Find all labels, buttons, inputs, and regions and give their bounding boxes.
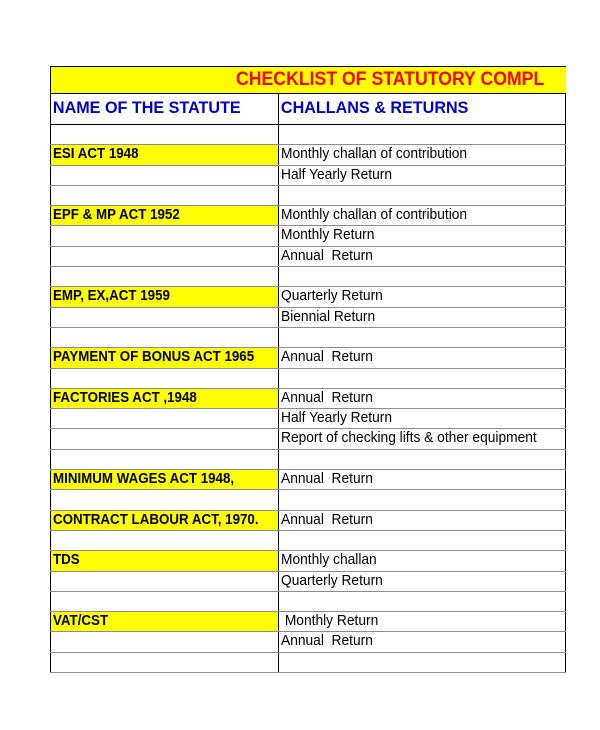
- statute-name: FACTORIES ACT ,1948: [53, 389, 197, 406]
- return-text: Annual Return: [281, 471, 373, 488]
- return-cell[interactable]: [279, 328, 566, 347]
- statute-cell[interactable]: [50, 145, 279, 164]
- return-cell[interactable]: [279, 226, 566, 245]
- return-text: Monthly Return: [281, 613, 379, 630]
- return-cell[interactable]: [279, 389, 566, 408]
- statute-cell[interactable]: [50, 308, 279, 327]
- table-row: [50, 125, 566, 145]
- statute-cell[interactable]: [50, 632, 279, 651]
- statute-cell[interactable]: [50, 653, 279, 672]
- header-statute-label: NAME OF THE STATUTE: [52, 98, 241, 117]
- return-cell[interactable]: [279, 490, 566, 509]
- return-text: Report of checking lifts & other equipment: [281, 430, 537, 447]
- return-cell[interactable]: [279, 551, 566, 570]
- return-cell[interactable]: [279, 409, 566, 428]
- statute-cell[interactable]: [50, 511, 279, 530]
- table-row: [50, 429, 566, 449]
- statute-name: EMP, EX,ACT 1959: [53, 288, 170, 305]
- return-cell[interactable]: [279, 653, 566, 672]
- table-body: [50, 125, 566, 673]
- return-text: Annual Return: [281, 511, 373, 528]
- return-cell[interactable]: [279, 429, 566, 448]
- return-text: Monthly Return: [281, 227, 375, 244]
- return-text: Biennial Return: [281, 308, 376, 325]
- statute-name: EPF & MP ACT 1952: [53, 207, 180, 224]
- sheet-title: CHECKLIST OF STATUTORY COMPL: [236, 69, 545, 90]
- return-cell[interactable]: [279, 267, 566, 286]
- statute-cell[interactable]: [50, 267, 279, 286]
- statute-cell[interactable]: [50, 125, 279, 144]
- table-row: [50, 226, 566, 246]
- table-row: [50, 308, 566, 328]
- return-cell[interactable]: [279, 206, 566, 225]
- return-text: Quarterly Return: [281, 572, 383, 589]
- return-text: Quarterly Return: [281, 288, 383, 305]
- table-row: [50, 551, 566, 571]
- statute-cell[interactable]: [50, 166, 279, 185]
- statute-name: ESI ACT 1948: [53, 146, 139, 163]
- return-text: Monthly challan of contribution: [281, 146, 468, 163]
- statute-cell[interactable]: [50, 287, 279, 306]
- table-row: [50, 409, 566, 429]
- statute-name: TDS: [53, 552, 80, 569]
- statute-cell[interactable]: [50, 531, 279, 550]
- table-row: [50, 166, 566, 186]
- statute-cell[interactable]: [50, 409, 279, 428]
- statute-cell[interactable]: [50, 369, 279, 388]
- return-cell[interactable]: [279, 308, 566, 327]
- table-row: [50, 612, 566, 632]
- statute-name: PAYMENT OF BONUS ACT 1965: [53, 349, 255, 366]
- table-row: [50, 267, 566, 287]
- statute-cell[interactable]: [50, 490, 279, 509]
- return-cell[interactable]: [279, 531, 566, 550]
- return-cell[interactable]: [279, 511, 566, 530]
- return-text: Annual Return: [281, 633, 373, 650]
- return-cell[interactable]: [279, 125, 566, 144]
- return-cell[interactable]: [279, 450, 566, 469]
- statute-name: CONTRACT LABOUR ACT, 1970.: [53, 511, 259, 528]
- return-cell[interactable]: [279, 592, 566, 611]
- statute-name: VAT/CST: [53, 613, 109, 630]
- statute-cell[interactable]: [50, 348, 279, 367]
- return-text: Annual Return: [281, 247, 373, 264]
- statute-cell[interactable]: [50, 206, 279, 225]
- header-cell-statute[interactable]: [50, 94, 279, 124]
- table-row: [50, 145, 566, 165]
- title-row: [50, 66, 566, 94]
- return-cell[interactable]: [279, 470, 566, 489]
- return-cell[interactable]: [279, 632, 566, 651]
- statute-cell[interactable]: [50, 470, 279, 489]
- table-row: [50, 348, 566, 368]
- statute-cell[interactable]: [50, 612, 279, 631]
- return-cell[interactable]: [279, 166, 566, 185]
- table-row: [50, 653, 566, 673]
- table-row: [50, 490, 566, 510]
- table-row: [50, 531, 566, 551]
- header-row: [50, 94, 566, 125]
- table-row: [50, 572, 566, 592]
- header-returns-label: CHALLANS & RETURNS: [280, 98, 469, 117]
- table-row: [50, 369, 566, 389]
- statute-cell[interactable]: [50, 186, 279, 205]
- table-row: [50, 186, 566, 206]
- statute-cell[interactable]: [50, 592, 279, 611]
- table-row: [50, 287, 566, 307]
- return-cell[interactable]: [279, 612, 566, 631]
- return-cell[interactable]: [279, 572, 566, 591]
- table-row: [50, 632, 566, 652]
- return-cell[interactable]: [279, 348, 566, 367]
- checklist-sheet: [50, 66, 566, 673]
- return-text: Monthly challan: [281, 552, 377, 569]
- table-row: [50, 206, 566, 226]
- statute-name: MINIMUM WAGES ACT 1948,: [53, 471, 235, 488]
- table-row: [50, 511, 566, 531]
- return-cell[interactable]: [279, 145, 566, 164]
- table-row: [50, 592, 566, 612]
- table-row: [50, 328, 566, 348]
- statute-cell[interactable]: [50, 572, 279, 591]
- return-text: Annual Return: [281, 389, 373, 406]
- statute-cell[interactable]: [50, 328, 279, 347]
- return-cell[interactable]: [279, 287, 566, 306]
- return-cell[interactable]: [279, 186, 566, 205]
- table-row: [50, 470, 566, 490]
- header-cell-returns[interactable]: [279, 94, 566, 124]
- table-row: [50, 389, 566, 409]
- statute-cell[interactable]: [50, 551, 279, 570]
- statute-cell[interactable]: [50, 450, 279, 469]
- return-text: Annual Return: [281, 349, 373, 366]
- return-text: Half Yearly Return: [281, 410, 393, 427]
- return-cell[interactable]: [279, 369, 566, 388]
- table-row: [50, 450, 566, 470]
- table-row: [50, 247, 566, 267]
- statute-cell[interactable]: [50, 226, 279, 245]
- statute-cell[interactable]: [50, 389, 279, 408]
- return-cell[interactable]: [279, 247, 566, 266]
- return-text: Half Yearly Return: [281, 166, 393, 183]
- statute-cell[interactable]: [50, 429, 279, 448]
- return-text: Monthly challan of contribution: [281, 207, 468, 224]
- statute-cell[interactable]: [50, 247, 279, 266]
